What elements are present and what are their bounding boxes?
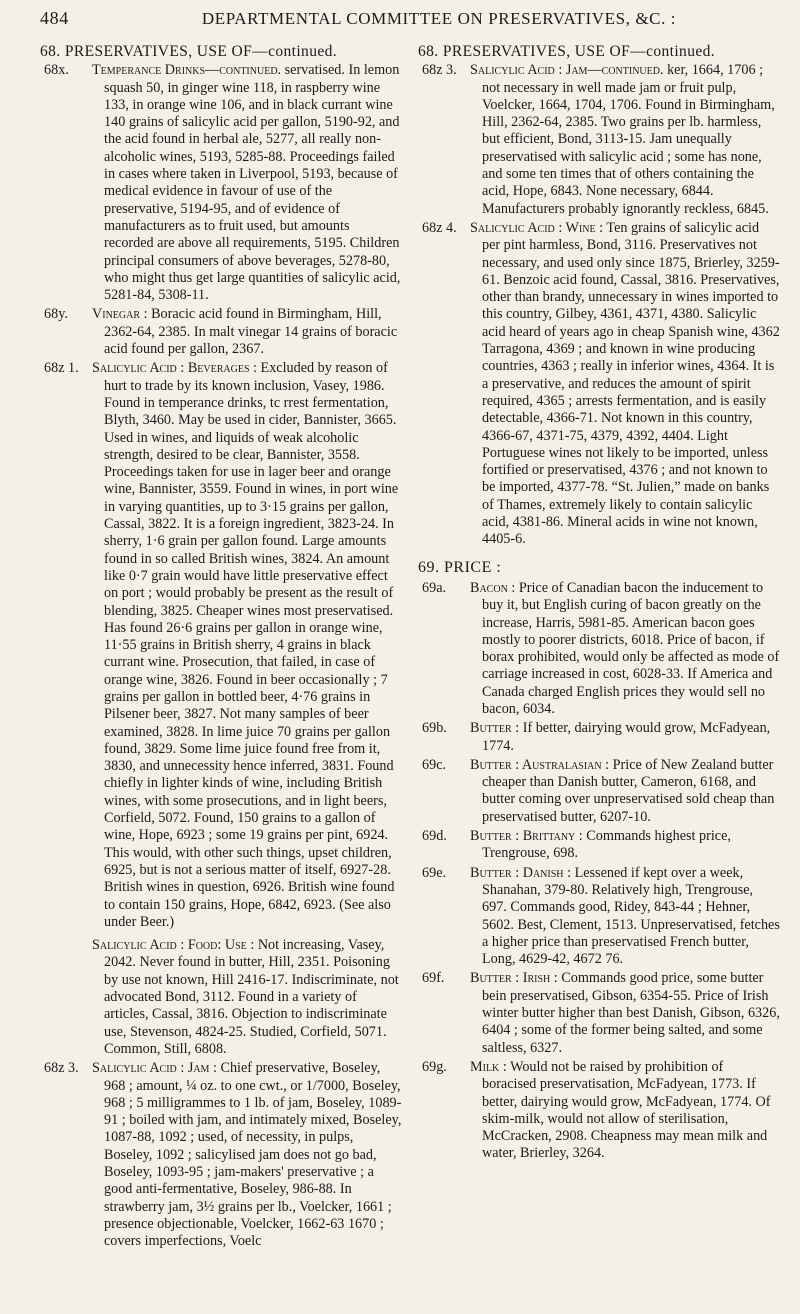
entry-68z3-cont: [418, 62, 780, 218]
entry-heading: Butter :: [470, 720, 520, 737]
entry-code: 69f.: [422, 970, 445, 987]
entry-code: 69d.: [422, 828, 447, 845]
entry-code: 68x.: [44, 62, 69, 79]
entry-paragraph: [470, 62, 780, 218]
entry-heading: Butter : Irish :: [470, 970, 558, 987]
entry-code: 69b.: [422, 720, 447, 737]
entry-heading: Butter : Danish :: [470, 864, 572, 881]
entry-paragraph: [470, 757, 780, 826]
entry-code: 69g.: [422, 1058, 447, 1075]
right-column: [418, 43, 780, 1252]
entry-text: Price of New Zealand butter cheaper than Danish butter, Cameron, 6168, and butter coming over unpreservatised sold cheap than preservatised butter, 6207-10.: [482, 756, 775, 825]
entry-text: If better, dairying would grow, McFadyean, 1774.: [482, 720, 771, 754]
entry-heading: Salicylic Acid : Food: Use :: [92, 937, 255, 954]
entry-paragraph: [92, 306, 402, 358]
entry-text: Boracic acid found in Birmingham, Hill, 2362-64, 2385. In malt vinegar 14 grains of boracic acid found per gallon, 2367.: [104, 306, 398, 358]
entry-69b: [418, 720, 780, 755]
page-header: [40, 8, 782, 29]
entry-text: Would not be raised by prohibition of boracised preservatisation, McFadyean, 1773. If better, dairying would grow, McFadyean, 1774. Of skim-milk, would not allow of sterilisation, McCracken, 2908. Cheapness may mean milk and water, Brierley, 3264.: [482, 1058, 771, 1162]
entry-paragraph: [470, 828, 780, 863]
entry-69f: [418, 970, 780, 1056]
entry-code: 68z 4.: [422, 219, 457, 236]
entry-heading: Butter : Brittany :: [470, 828, 583, 845]
entry-heading: Milk :: [470, 1058, 507, 1075]
entry-paragraph: [92, 62, 402, 304]
entry-text: ker, 1664, 1706 ; not necessary in well made jam or fruit pulp, Voelcker, 1664, 1704, 1706. Found in Birmingham, Hill, 2362-64, 2385. Two grains per lb. harmless, but efficient, Bond, 3113-15. Jam unequally preservatised with salicylic acid ; some has none, and some ten times that of others containing the acid, Hope, 6843. None necessary, 6844. Manufacturers probably ignorantly reckless, 6845.: [482, 62, 775, 217]
entry-heading: Salicylic Acid : Jam—continued.: [470, 62, 664, 79]
entry-heading: Salicylic Acid : Beverages :: [92, 360, 257, 377]
entry-code: 68y.: [44, 306, 68, 323]
running-title: DEPARTMENTAL COMMITTEE ON PRESERVATIVES, &C. :: [201, 9, 677, 28]
entry-paragraph: [92, 360, 402, 931]
entry-68z4: [418, 220, 780, 549]
entry-paragraph: [470, 580, 780, 718]
entry-text: Commands highest price, Trengrouse, 698.: [482, 828, 731, 862]
columns: [40, 43, 782, 1252]
entry-code: 68z 3.: [422, 62, 457, 79]
entry-code: 69e.: [422, 864, 447, 881]
entry-paragraph: [470, 970, 780, 1056]
entry-68y: [40, 306, 402, 358]
entry-text: Price of Canadian bacon the inducement to buy it, but English curing of bacon greatly on the increase, Harris, 5981-85. American bacon goes mostly to poorer districts, 6018. Price of bacon, if borax prohibited, would only be affected as mode of carriage increased in cost, 6028-33. If America and Canada charged English prices they would sell no bacon, 6034.: [482, 579, 780, 717]
entry-text: Commands good price, some butter bein preservatised, Gibson, 6354-55. Price of Irish winter butter higher than best Danish, Gibson, 6326, 6404 ; some of the former being salted, and some saltless, 6327.: [482, 970, 780, 1056]
left-column-heading: 68. PRESERVATIVES, USE OF—continued.: [40, 43, 338, 60]
entry-heading: Salicylic Acid : Wine :: [470, 219, 604, 236]
entry-paragraph: [470, 1059, 780, 1163]
entry-paragraph: [92, 1060, 402, 1250]
entry-69e: [418, 865, 780, 969]
entry-text: Lessened if kept over a week, Shanahan, 379-80. Relatively high, Trengrouse, 697. Commands good, Ridey, 843-44 ; Hehner, 5602. Best, Clement, 1513. Unpreservatised, fetches a higher price than preservatised French butter, Long, 4629-42, 4672 76.: [482, 864, 780, 968]
entry-69a: [418, 580, 780, 718]
entry-69c: [418, 757, 780, 826]
left-column: [40, 43, 402, 1252]
entry-paragraph: [470, 720, 780, 755]
entry-text: Chief preservative, Boseley, 968 ; amount, ¼ oz. to one cwt., or 1/7000, Boseley, 968 ; 5 milligrammes to 1 lb. of jam, Boseley, 1089-91 ; boiled with jam, and intimately mixed, Boseley, 1087-88, 1092 ; used, of necessity, in pulps, Boseley, 1092 ; salicylised jam does not go bad, Boseley, 1093-95 ; jam-makers' preservative ; a good anti-fermentative, Boseley, 986-88. In strawberry jam, 3½ grains per lb., Voelcker, 1661 ; presence objectionable, Voelcker, 1662-63 1670 ; covers imperfections, Voelc: [104, 1060, 402, 1250]
right-column-heading: 68. PRESERVATIVES, USE OF—continued.: [418, 43, 716, 60]
entry-code: 69c.: [422, 756, 447, 773]
entry-code: 69a.: [422, 579, 447, 596]
entry-heading: Salicylic Acid : Jam :: [92, 1060, 217, 1077]
entry-heading: Butter : Australasian :: [470, 756, 610, 773]
entry-text: servatised. In lemon squash 50, in ginger wine 118, in raspberry wine 133, in orange wine 106, and in black currant wine 140 grains of salicylic acid per gallon, 5190-92, and the acid found in herbal ale, 5277, all really non-alcoholic wines, 5193, 5285-88. Proceedings failed in cases where taken in Liverpool, 5193, because of medical evidence in favour of use of the preservative, 5194-95, and of evidence of manufacturers as to fruit used, but amounts recorded are above all requirements, 5195. Children principal consumers of above beverages, 5278-80, who might thus get large quantities of salicylic acid, 5281-84, 5308-11.: [104, 62, 401, 304]
entry-69g: [418, 1059, 780, 1163]
entry-text: Excluded by reason of hurt to trade by its known inclusion, Vasey, 1986. Found in temperance drinks, tc rrest fermentation, Blyth, 3460. May be used in cider, Bannister, 3665. Used in wines, and liquids of weak alcoholic strength, desired to be clear, Bannister, 3558. Proceedings taken for use in lager beer and orange wine, Bannister, 3559. Found in wines, in port wine in varying quantities, up to 3·15 grains per gallon, Cassal, 3822. It is a foreign ingredient, 3823-24. In sherry, 1·6 grain per gallon found. Large amounts found in so called British wines, 3824. An amount like 0·7 grain would have little preservative effect on port ; would probably be present as the result of blending, 3825. Cheaper wines most preservatised. Has found 26·6 grains per gallon in orange wine, 11·55 grains in British sherry, 4 grains in black currant wine. Prosecution, that failed, in case of orange wine, 3826. Found in beer occasionally ; 7 grains per gallon in bottled beer, 4·76 grains in Pilsener beer, 3827. Not many samples of beer examined, 3828. In lime juice 70 grains per gallon found, 3829. Some lime juice found free from it, 3830, and unnecessity hence inferred, 3831. Found chiefly in lighter kinds of wine, including British wines, with some prosecutions, and in light beers, Corfield, 5072. Found, 150 grains to a gallon of wine, Hope, 6923 ; some 19 grains per pint, 6924. This would, with other such things, upset children, 6925, but is not a serious matter of itself, 6927-28. British wines in question, 6926. British wine found to contain 150 grains, Hope, 6842, 6923. (See also under Beer.): [104, 360, 399, 930]
entry-heading: Vinegar :: [92, 306, 148, 323]
entry-paragraph: [470, 220, 780, 549]
entry-paragraph: [470, 865, 780, 969]
entry-heading: Temperance Drinks—continued.: [92, 62, 282, 79]
entry-text: Not increasing, Vasey, 2042. Never found in butter, Hill, 2351. Poisoning by use not known, Hill 2416-17. Indiscriminate, not advocated Bond, 3112. Found in a variety of articles, Cassal, 3816. Objection to indiscriminate use, Stevenson, 4824-25. Studied, Corfield, 5071. Common, Still, 6808.: [104, 937, 399, 1057]
section-heading: 69. PRICE :: [418, 558, 502, 576]
entry-68x: [40, 62, 402, 304]
page-number: 484: [40, 8, 69, 28]
entry-text: Ten grains of salicylic acid per pint harmless, Bond, 3116. Preservatives not necessary, and used only since 1875, Brierley, 3259-61. Benzoic acid found, Cassal, 3816. Preservatives, other than brandy, unnecessary in wines imported to this country, Gilbey, 4361, 4371, 4380. Salicylic acid heard of years ago in cheap Spanish wine, 4362 Tarragona, 4369 ; and known in wine producing countries, 4363 ; really in inferior wines, 4364. It is a preservative, and reduces the amount of spirit required, 4365 ; arrests fermentation, and is easily detectable, 4366-71. Not known in this country, 4366-67, 4371-75, 4379, 4392, 4404. Light Portuguese wines not likely to be imported, unless fortified or preservatised, 4376 ; and not known to be imported, 4377-78. “St. Julien,” made on banks of Thames, extremely likely to contain salicylic acid, 4381-86. Mineral acids in wine not known, 4405-6.: [482, 219, 780, 548]
entry-code: 68z 1.: [44, 360, 79, 377]
entry-code: 68z 3.: [44, 1060, 79, 1077]
entry-68z3: [40, 1060, 402, 1250]
entry-69d: [418, 828, 780, 863]
entry-heading: Bacon :: [470, 579, 516, 596]
entry-68z1: [40, 360, 402, 1058]
entry-paragraph: [92, 937, 402, 1058]
